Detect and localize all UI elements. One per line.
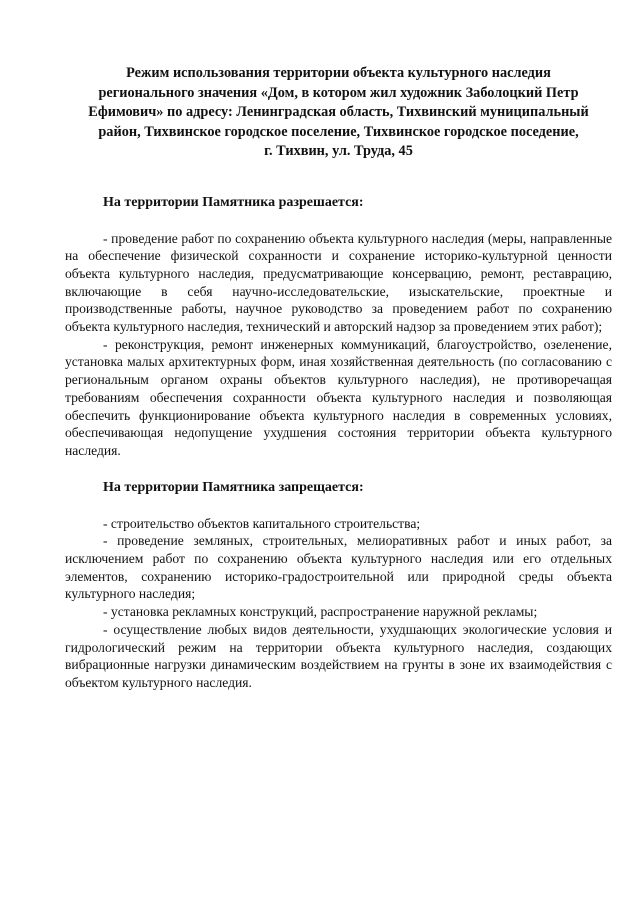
forbidden-list xyxy=(65,515,612,692)
allowed-item: - реконструкция, ремонт инженерных коммуникаций, благоустройство, озеленение, установка малых архитектурных форм, иная хозяйственная деятельность (по согласованию с региональным органом охраны объектов культурного наследия), не противоречащая требованиям обеспечения сохранности объекта культурного наследия и позволяющая обеспечить функционирование объекта культурного наследия в современных условиях, обеспечивающая недопущение ухудшения состояния территории объекта культурного наследия. xyxy=(65,336,612,458)
forbidden-item: - проведение земляных, строительных, мелиоративных работ и иных работ, за исключением работ по сохранению объекта культурного наследия или его отдельных элементов, сохранению историко-градостроительной или природной среды объекта культурного наследия; xyxy=(65,533,612,602)
title-line: регионального значения «Дом, в котором жил художник Заболоцкий Петр xyxy=(98,84,579,101)
document-title xyxy=(65,64,612,162)
title-line: Режим использования территории объекта культурного наследия xyxy=(126,65,551,81)
forbidden-heading: На территории Памятника запрещается: xyxy=(103,479,364,495)
allowed-heading: На территории Памятника разрешается: xyxy=(103,194,364,210)
forbidden-item: - строительство объектов капитального строительства; xyxy=(103,515,421,531)
forbidden-item: - установка рекламных конструкций, распространение наружной рекламы; xyxy=(103,604,538,620)
title-line: г. Тихвин, ул. Труда, 45 xyxy=(264,143,413,159)
forbidden-item: - осуществление любых видов деятельности, ухудшающих экологические условия и гидрологический режим на территории объекта культурного наследия, создающих вибрационные нагрузки динамическим воздействием на грунты в зоне их взаимодействия с объектом культурного наследия. xyxy=(65,621,612,690)
allowed-list xyxy=(65,230,612,460)
title-line: район, Тихвинское городское поселение, Тихвинское городское поседение, xyxy=(98,123,579,140)
title-line: Ефимович» по адресу: Ленинградская область, Тихвинский муниципальный xyxy=(88,104,589,120)
allowed-item: - проведение работ по сохранению объекта культурного наследия (меры, направленные на обеспечение физической сохранности и сохранение историко-культурной ценности объекта культурного наследия, предусматривающие консервацию, ремонт, реставрацию, включающие в себя научно-исследовательские, изыскательские, проектные и производственные работы, научное руководство за проведением работ по сохранению объекта культурного наследия, технический и авторский надзор за проведением этих работ); xyxy=(65,230,612,335)
